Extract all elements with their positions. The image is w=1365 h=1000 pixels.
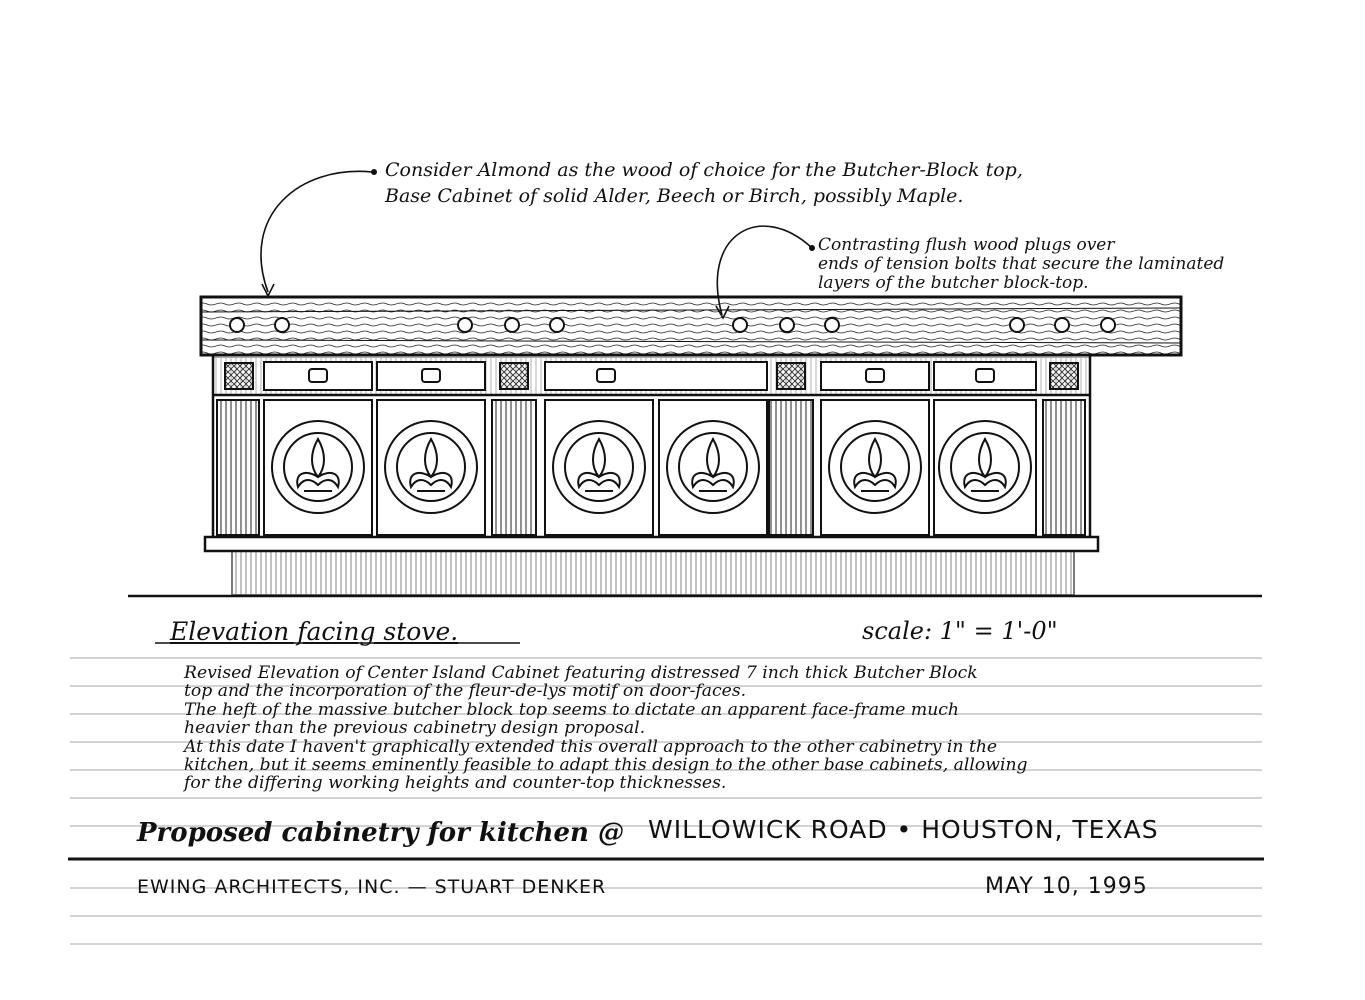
drawing-date: MAY 10, 1995: [985, 874, 1148, 899]
description-line: heavier than the previous cabinetry design proposal.: [184, 718, 646, 739]
butcher-block-top: [201, 297, 1181, 355]
drawing-scale: scale: 1" = 1'-0": [862, 617, 1058, 645]
wood-plugs-note: [818, 236, 1224, 293]
project-heading: Proposed cabinetry for kitchen @: [137, 818, 624, 848]
description-line: At this date I haven't graphically extended this overall approach to the other cabinetry in the: [184, 736, 998, 757]
leader-dot-plugs: [809, 245, 815, 251]
drawing-title: Elevation facing stove.: [170, 617, 459, 646]
design-description: [184, 664, 1028, 793]
description-line: top and the incorporation of the fleur-de-lys motif on door-faces.: [184, 681, 747, 702]
plugs-note-line: Contrasting flush wood plugs over: [818, 235, 1115, 255]
wood-note-line: Consider Almond as the wood of choice for the Butcher-Block top,: [385, 159, 1023, 181]
leader-dot-wood: [371, 169, 377, 175]
project-address: WILLOWICK ROAD • HOUSTON, TEXAS: [648, 815, 1159, 844]
description-line: The heft of the massive butcher block top seems to dictate an apparent face-frame much: [184, 699, 959, 720]
description-line: for the differing working heights and counter-top thicknesses.: [184, 773, 727, 794]
wood-note-line: Base Cabinet of solid Alder, Beech or Birch, possibly Maple.: [385, 185, 964, 207]
firm-credit: EWING ARCHITECTS, INC. — STUART DENKER: [137, 876, 607, 898]
plugs-note-line: layers of the butcher block-top.: [818, 273, 1089, 293]
description-line: kitchen, but it seems eminently feasible to adapt this design to the other base cabinets, allowing: [184, 754, 1028, 775]
description-line: Revised Elevation of Center Island Cabinet featuring distressed 7 inch thick Butcher Block: [184, 663, 978, 683]
plugs-note-line: ends of tension bolts that secure the laminated: [818, 254, 1225, 274]
base-cabinet: [205, 355, 1098, 595]
wood-species-note: [385, 157, 1023, 209]
